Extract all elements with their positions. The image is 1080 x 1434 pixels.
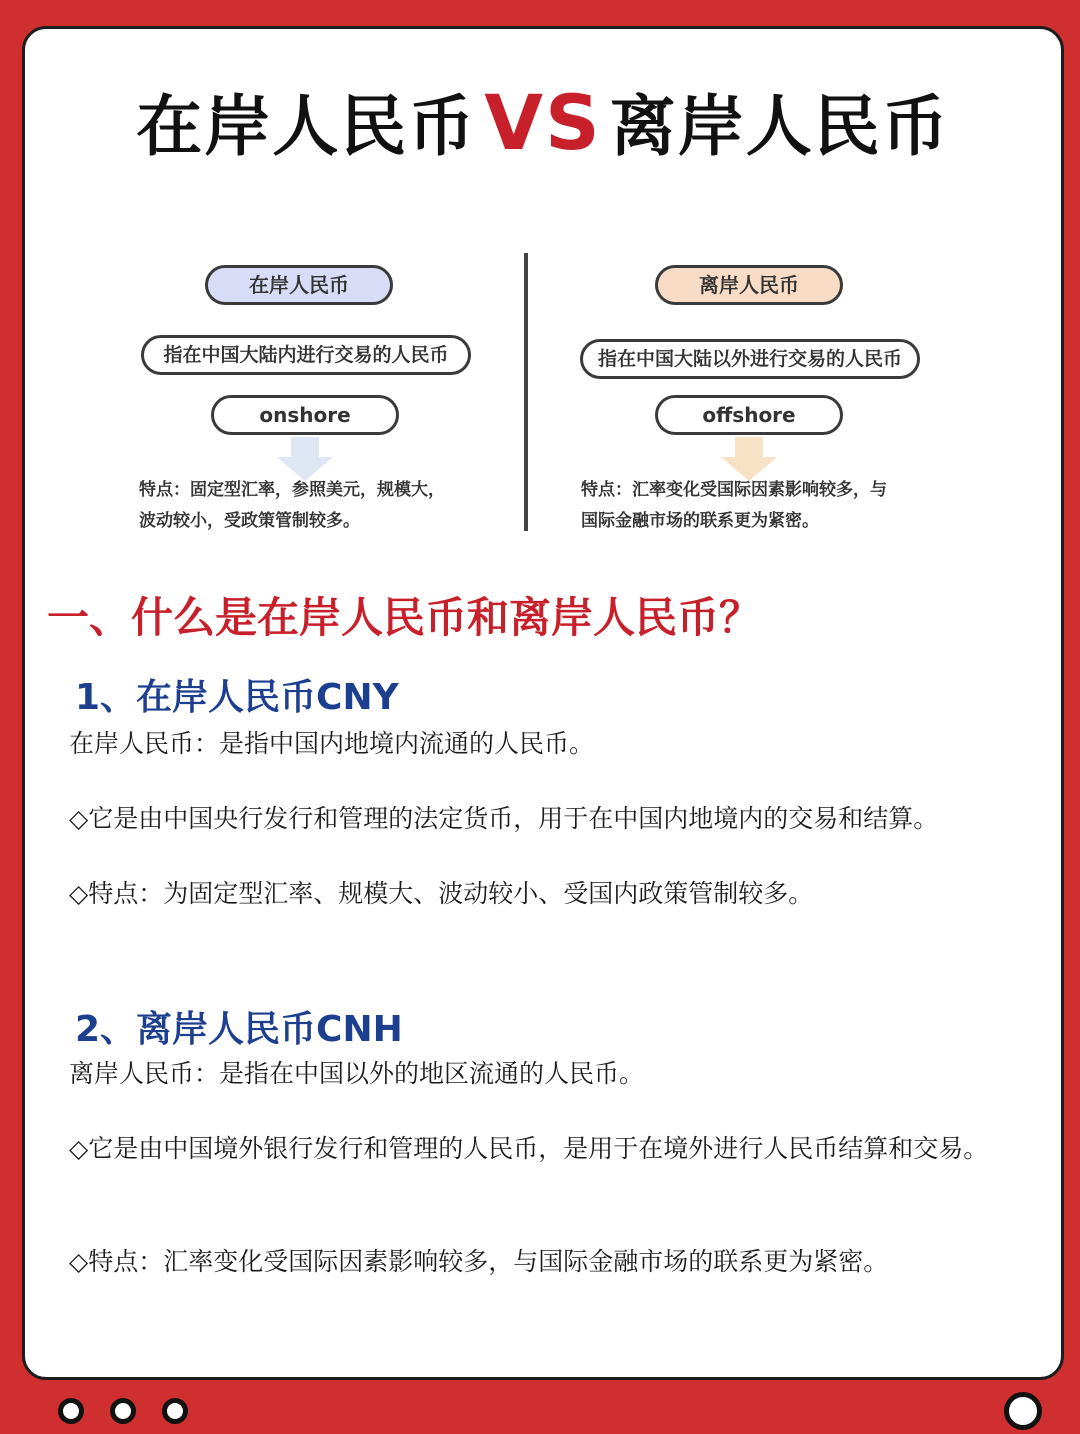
- cnh-features: ◇特点：汇率变化受国际因素影响较多，与国际金融市场的联系更为紧密。: [69, 1247, 889, 1276]
- offshore-head-pill: 离岸人民币: [655, 265, 843, 305]
- cnh-description: ◇它是由中国境外银行发行和管理的人民币，是用于在境外进行人民币结算和交易。: [69, 1134, 989, 1163]
- cny-description: ◇它是由中国央行发行和管理的法定货币，用于在中国内地境内的交易和结算。: [69, 804, 939, 833]
- offshore-features: [581, 475, 961, 537]
- cny-heading: 1、在岸人民币CNY: [75, 677, 399, 718]
- onshore-head-pill: 在岸人民币: [205, 265, 393, 305]
- content-card: [22, 26, 1064, 1380]
- decor-dot-2: [110, 1398, 136, 1424]
- cnh-definition: 离岸人民币：是指在中国以外的地区流通的人民币。: [69, 1059, 645, 1088]
- title-vs: VS: [484, 78, 602, 167]
- onshore-feature-line2: 波动较小，受政策管制较多。: [139, 511, 360, 531]
- cny-features: ◇特点：为固定型汇率、规模大、波动较小、受国内政策管制较多。: [69, 879, 814, 908]
- offshore-definition-pill: 指在中国大陆以外进行交易的人民币: [580, 339, 920, 379]
- title-offshore: 离岸人民币: [609, 88, 950, 165]
- comparison-diagram: [25, 29, 1061, 549]
- decor-dot-large: [1004, 1392, 1042, 1430]
- onshore-english-pill: onshore: [211, 395, 399, 435]
- decor-dot-1: [58, 1398, 84, 1424]
- decor-dot-3: [162, 1398, 188, 1424]
- diagram-divider: [524, 253, 528, 531]
- onshore-definition-pill: 指在中国大陆内进行交易的人民币: [141, 335, 471, 375]
- offshore-feature-line2: 国际金融市场的联系更为紧密。: [581, 511, 819, 531]
- onshore-features: [139, 475, 509, 537]
- title-onshore: 在岸人民币: [136, 88, 477, 165]
- cnh-heading: 2、离岸人民币CNH: [75, 1009, 403, 1050]
- cny-definition: 在岸人民币：是指中国内地境内流通的人民币。: [69, 729, 595, 758]
- onshore-feature-line1: 特点：固定型汇率，参照美元，规模大，: [139, 480, 445, 500]
- offshore-feature-line1: 特点：汇率变化受国际因素影响较多，与: [581, 480, 887, 500]
- section-heading: 一、什么是在岸人民币和离岸人民币？: [47, 593, 762, 642]
- offshore-english-pill: offshore: [655, 395, 843, 435]
